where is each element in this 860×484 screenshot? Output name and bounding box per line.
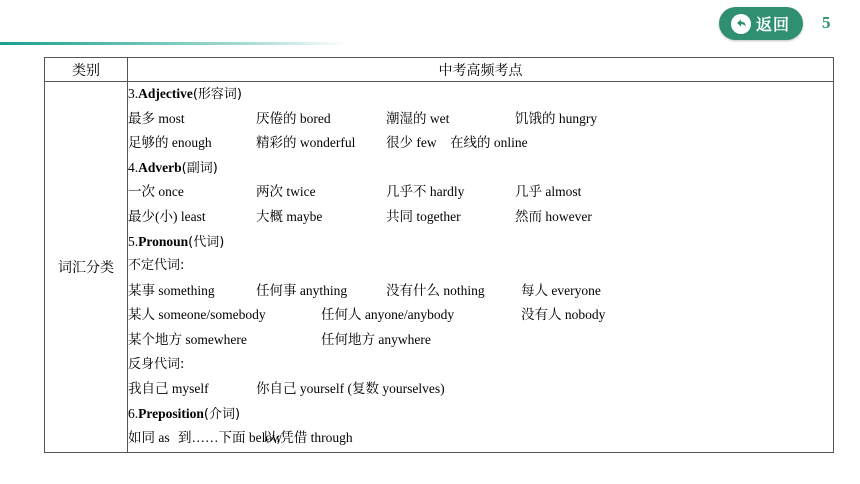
col-header-points: 中考高频考点	[128, 58, 834, 82]
vocab-entry: 某个地方 somewhere	[128, 331, 247, 347]
vocab-entry: 饥饿的 hungry	[515, 110, 598, 126]
vocab-entry: 很少 few	[386, 135, 437, 151]
vocab-entry: 没有什么 nothing	[386, 282, 485, 298]
back-arrow-icon	[731, 14, 751, 34]
table-header-row	[45, 58, 834, 82]
section-number: 6.	[128, 405, 139, 421]
vocab-table	[44, 57, 834, 453]
vocab-entry: 任何事 anything	[256, 282, 348, 298]
vocab-entry: 以;凭借 through	[263, 430, 353, 446]
list-item	[128, 353, 833, 378]
vocab-entry: 如同 as	[128, 430, 170, 446]
list-item	[128, 107, 833, 132]
vocab-entry: 然而 however	[515, 208, 592, 224]
vocab-entry: 大概 maybe	[256, 208, 323, 224]
section-word-cn: (介词)	[203, 406, 241, 422]
vocab-entry: 最少(小) least	[128, 208, 206, 224]
vocab-entry: 到……下面 below	[178, 430, 282, 446]
section-number: 5.	[128, 233, 139, 249]
section-heading-text	[128, 156, 218, 182]
vocab-entry: 任何人 anyone/anybody	[321, 307, 455, 323]
list-item	[128, 205, 833, 230]
vocab-entry: 你自己 yourself (复数 yourselves)	[256, 381, 445, 397]
vocab-entry: 足够的 enough	[128, 135, 212, 151]
vocab-entry: 共同 together	[386, 208, 461, 224]
section-heading-text	[128, 82, 242, 108]
list-item	[128, 328, 833, 353]
section-heading	[128, 402, 833, 427]
section-word-cn: (副词)	[181, 160, 218, 176]
vocab-entry: 没有人 nobody	[521, 307, 606, 323]
content-lines	[128, 82, 833, 451]
section-word-cn: (代词)	[188, 234, 225, 250]
list-item	[128, 254, 833, 279]
category-cell: 词汇分类	[45, 82, 128, 453]
subheading: 不定代词:	[128, 258, 185, 274]
table-row	[45, 82, 834, 453]
section-heading	[128, 82, 833, 107]
subheading: 反身代词:	[128, 356, 185, 372]
vocab-entry: 最多 most	[128, 110, 185, 126]
section-heading-text	[128, 402, 240, 428]
back-button[interactable]	[719, 7, 803, 40]
section-number: 3.	[128, 86, 139, 101]
vocab-entry: 我自己 myself	[128, 381, 209, 397]
section-word: Pronoun	[138, 233, 189, 249]
vocab-entry: 精彩的 wonderful	[256, 135, 356, 151]
section-heading	[128, 156, 833, 181]
header-divider	[0, 42, 350, 45]
list-item	[128, 426, 833, 451]
section-word: Adverb	[138, 159, 182, 175]
section-heading-text	[128, 230, 224, 256]
vocab-entry: 潮湿的 wet	[386, 110, 450, 126]
back-button-label: 返回	[756, 15, 791, 34]
list-item	[128, 279, 833, 304]
vocab-entry: 一次 once	[128, 184, 184, 200]
list-item	[128, 131, 833, 156]
section-heading	[128, 230, 833, 255]
section-number: 4.	[128, 159, 139, 175]
vocab-entry: 在线的 online	[450, 135, 528, 151]
col-header-category: 类别	[45, 58, 128, 82]
section-word-cn: (形容词)	[192, 87, 243, 102]
section-word: Preposition	[138, 405, 204, 421]
vocab-entry: 厌倦的 bored	[256, 110, 331, 126]
content-cell	[128, 82, 834, 453]
vocab-entry: 任何地方 anywhere	[321, 331, 431, 347]
vocab-entry: 几乎不 hardly	[386, 184, 465, 200]
vocab-entry: 某事 something	[128, 282, 215, 298]
list-item	[128, 377, 833, 402]
vocab-entry: 某人 someone/somebody	[128, 307, 266, 323]
list-item	[128, 303, 833, 328]
vocab-entry: 几乎 almost	[515, 184, 582, 200]
vocab-entry: 每人 everyone	[521, 282, 601, 298]
page-number: 5	[822, 13, 831, 32]
list-item	[128, 180, 833, 205]
vocab-entry: 两次 twice	[256, 184, 316, 200]
section-word: Adjective	[138, 86, 193, 101]
